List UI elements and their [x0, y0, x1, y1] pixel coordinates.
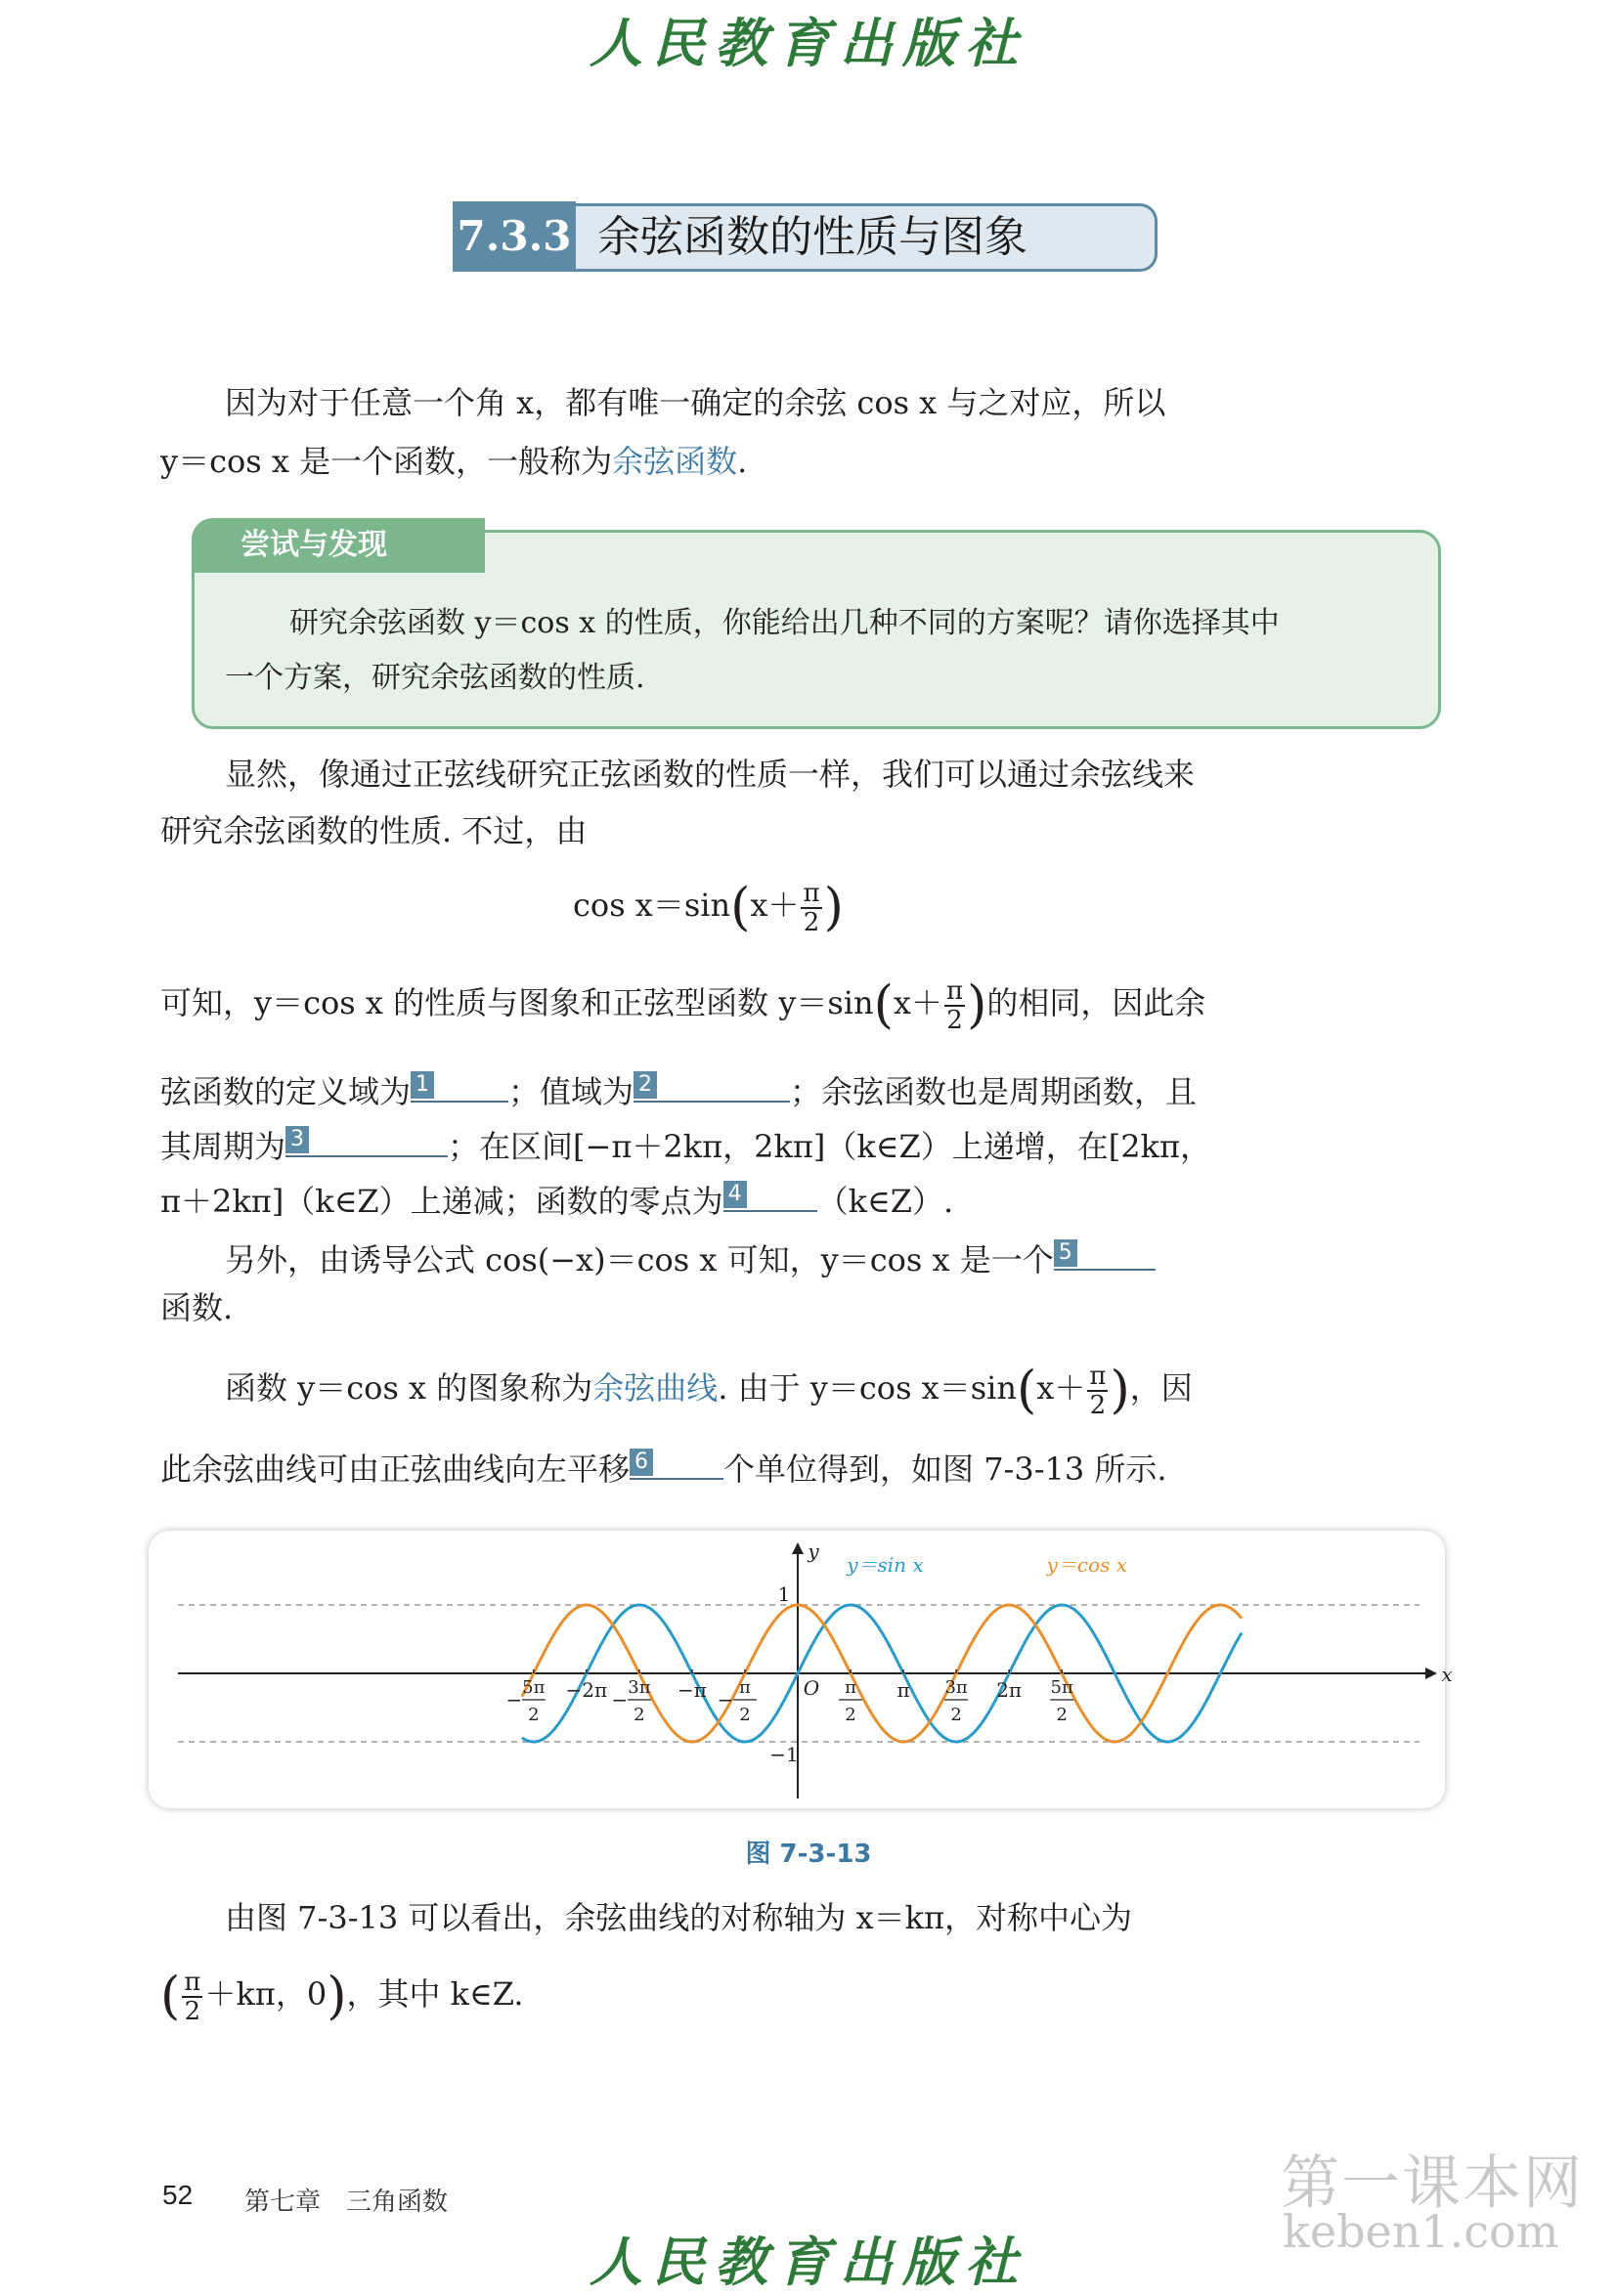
blank-2[interactable]: 2: [634, 1065, 790, 1103]
para2-line2: 研究余弦函数的性质. 不过，由: [160, 812, 588, 849]
term-cosine-curve: 余弦曲线: [592, 1369, 719, 1407]
x-axis-arrow: [1425, 1668, 1437, 1679]
x-tick-sign-5: −: [717, 1688, 734, 1711]
explore-line1: 研究余弦函数 y＝cos x 的性质，你能给出几种不同的方案呢？请你选择其中: [289, 606, 1280, 640]
para1-text: y＝cos x 是一个函数，一般称为: [160, 443, 613, 480]
para6-line2: [160, 1443, 1167, 1489]
blank-3[interactable]: 3: [285, 1120, 448, 1157]
x-tick-sign-3: −: [611, 1688, 629, 1711]
para2-line1: 显然，像通过正弦线研究正弦函数的性质一样，我们可以通过余弦线来: [225, 756, 1196, 793]
para5-line1: [225, 1234, 1156, 1279]
x-tick-label-9: 2π: [996, 1678, 1023, 1702]
x-axis-label: x: [1441, 1663, 1453, 1686]
watermark-url: keben1.com: [1283, 2205, 1559, 2258]
formula-inner: x＋: [750, 887, 800, 924]
para4-line2: [160, 1120, 1211, 1166]
x-tick-num-1: 5π: [522, 1677, 546, 1698]
y-tick-label-2: −1: [769, 1743, 799, 1766]
blank-6[interactable]: 6: [630, 1443, 723, 1480]
section-number: 7.3.3: [453, 201, 576, 272]
para4-text: 弦函数的定义域为: [160, 1073, 412, 1110]
y-axis-label: y: [808, 1539, 819, 1563]
x-tick-label-4: −π: [677, 1678, 707, 1702]
para4-text: 其周期为: [160, 1128, 286, 1165]
x-tick-den-8: 2: [950, 1705, 962, 1725]
x-tick-num-3: 3π: [628, 1677, 651, 1698]
y-axis-arrow: [792, 1542, 804, 1554]
x-tick-den-5: 2: [739, 1705, 751, 1725]
para1-line1: 因为对于任意一个角 x，都有唯一确定的余弦 cos x 与之对应，所以: [225, 384, 1166, 421]
fraction-pi-over-2: $\frac{\pi}{2}$: [945, 975, 964, 1035]
watermark-text: 第一课本网: [1281, 2149, 1584, 2218]
x-tick-num-8: 3π: [944, 1677, 968, 1698]
x-tick-label-7: π: [896, 1678, 910, 1702]
paren-open: (: [160, 1967, 181, 2026]
para4-line3: [160, 1175, 953, 1221]
y-tick-label-1: 1: [777, 1582, 791, 1606]
para7-inner: ＋kπ，0: [204, 1975, 328, 2013]
para7-text: ，其中 k∈Z.: [346, 1975, 524, 2013]
para4-text: ；余弦函数也是周期函数，且: [790, 1073, 1198, 1110]
para1-period: .: [737, 443, 748, 480]
para3-inner: x＋: [893, 984, 942, 1021]
para3: [160, 974, 1205, 1034]
blank-5[interactable]: 5: [1054, 1234, 1156, 1271]
formula-cos-equals-sin: [573, 876, 844, 936]
para6-text: 个单位得到，如图 7-3-13 所示.: [723, 1451, 1167, 1488]
para4-text: π＋2kπ]（k∈Z）上递减；函数的零点为: [160, 1183, 723, 1220]
para5-line2: 函数.: [160, 1289, 234, 1326]
x-tick-den-6: 2: [845, 1705, 856, 1725]
sin-cos-chart: [149, 1531, 1453, 1808]
explore-tab: 尝试与发现: [192, 518, 485, 573]
section-title: [453, 201, 1147, 272]
x-tick-den-1: 2: [528, 1705, 540, 1725]
para6-line1: [225, 1359, 1193, 1419]
publisher-logo-bottom: 人民教育出版社: [590, 2231, 1027, 2293]
fraction-pi-over-2: $\frac{\pi}{2}$: [1089, 1361, 1107, 1420]
legend-sin: y＝sin x: [847, 1553, 924, 1577]
section-name: 余弦函数的性质与图象: [576, 203, 1158, 272]
para4-line1: [160, 1065, 1197, 1111]
x-tick-num-6: π: [845, 1677, 856, 1698]
blank-4[interactable]: 4: [723, 1175, 817, 1212]
para5-text: 另外，由诱导公式 cos(−x)＝cos x 可知，y＝cos x 是一个: [225, 1241, 1054, 1278]
para6-text: 此余弦曲线可由正弦曲线向左平移: [160, 1451, 631, 1488]
para7-line1: 由图 7-3-13 可以看出，余弦曲线的对称轴为 x＝kπ，对称中心为: [225, 1899, 1133, 1936]
paren-close: ): [967, 975, 987, 1035]
fraction-pi-over-2: $\frac{\pi}{2}$: [184, 1967, 201, 2026]
explore-line2: 一个方案，研究余弦函数的性质.: [225, 661, 645, 695]
para6-text: . 由于 y＝cos x＝sin: [718, 1369, 1017, 1407]
chapter-label: 第七章 三角函数: [244, 2188, 449, 2217]
para4-text: ；在区间[−π＋2kπ，2kπ]（k∈Z）上递增，在[2kπ，: [448, 1128, 1211, 1165]
para4-text: ；值域为: [508, 1073, 634, 1110]
x-tick-num-10: 5π: [1050, 1677, 1073, 1698]
x-tick-sign-1: −: [505, 1688, 523, 1711]
paren-close: ): [823, 878, 844, 937]
figure-caption: 图 7-3-13: [745, 1840, 872, 1869]
figure-box: [149, 1531, 1453, 1808]
para6-inner: x＋: [1036, 1369, 1086, 1407]
x-tick-label-2: −2π: [565, 1678, 608, 1702]
origin-label: O: [803, 1676, 820, 1700]
x-tick-den-10: 2: [1056, 1705, 1068, 1725]
para1-line2: [160, 442, 747, 481]
para3-text-b: 的相同，因此余: [986, 984, 1206, 1021]
para6-text: ，因: [1129, 1369, 1193, 1407]
paren-open: (: [1016, 1361, 1037, 1420]
legend-cos: y＝cos x: [1046, 1553, 1128, 1577]
para3-text-a: 可知，y＝cos x 的性质与图象和正弦型函数 y＝sin: [160, 984, 874, 1021]
para6-text: 函数 y＝cos x 的图象称为: [225, 1369, 593, 1407]
paren-open: (: [730, 878, 751, 937]
term-cosine-function: 余弦函数: [612, 443, 738, 480]
para7-line2: [160, 1965, 524, 2025]
blank-1[interactable]: 1: [411, 1065, 508, 1103]
fraction-pi-over-2: $\frac{\pi}{2}$: [803, 878, 820, 937]
x-tick-num-5: π: [739, 1677, 751, 1698]
paren-close: ): [327, 1967, 347, 2026]
para4-text: （k∈Z）.: [816, 1183, 954, 1220]
paren-open: (: [873, 975, 894, 1035]
publisher-logo-top: 人民教育出版社: [590, 12, 1027, 74]
paren-close: ): [1110, 1361, 1130, 1420]
page-number: 52: [162, 2180, 194, 2210]
x-tick-den-3: 2: [634, 1705, 645, 1725]
formula-left: cos x＝sin: [573, 887, 731, 924]
